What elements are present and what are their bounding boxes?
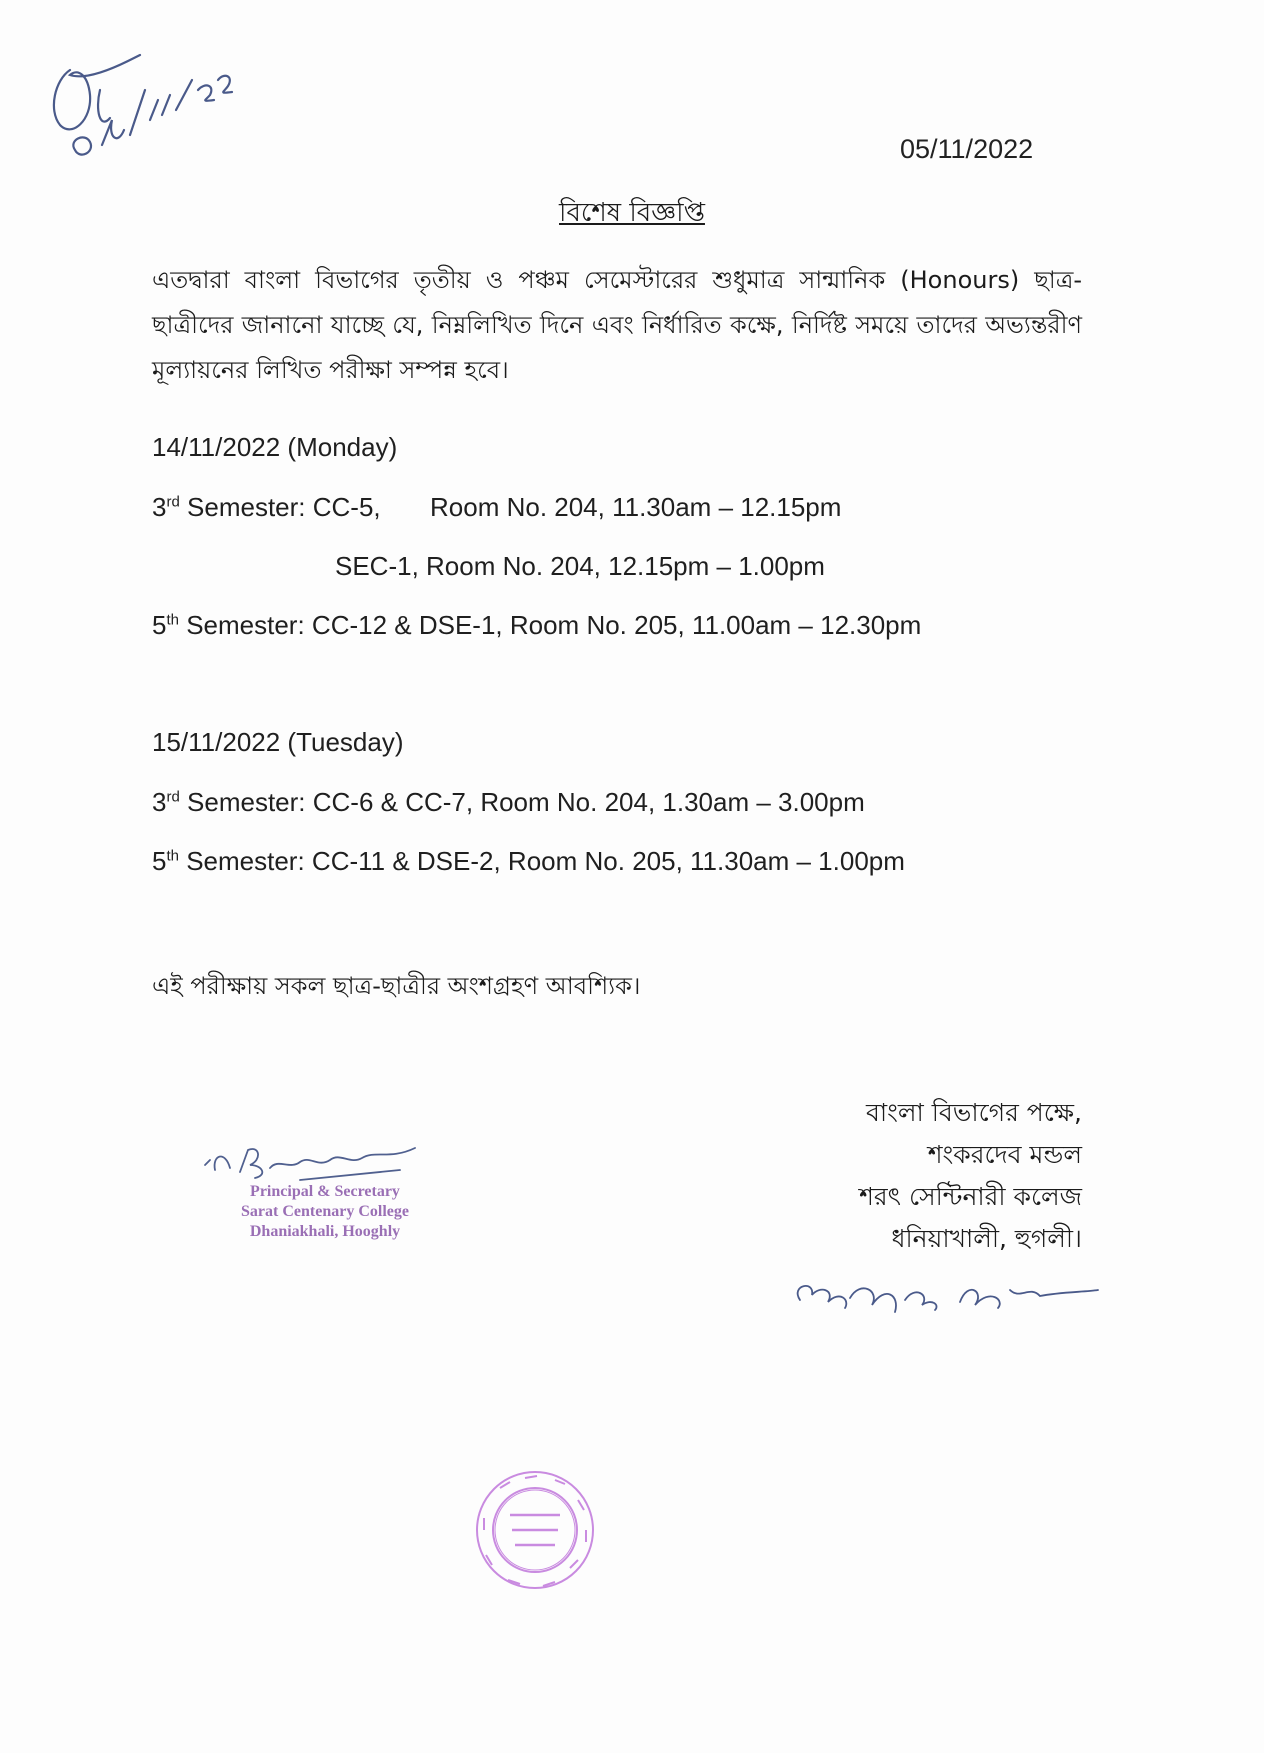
day2-row1 <box>152 787 865 818</box>
stamp-line-place: Dhaniakhali, Hooghly <box>249 1223 401 1240</box>
semester-number: 3 <box>152 492 167 522</box>
department-signature <box>798 1286 1098 1312</box>
semester-suffix: th <box>166 611 179 629</box>
semester-suffix: th <box>166 847 179 865</box>
semester-suffix: rd <box>166 493 180 511</box>
semester-course: Semester: CC-12 & DSE-1, Room No. 205, 11.00am – 12.30pm <box>178 610 922 640</box>
semester-course: Semester: CC-6 & CC-7, Room No. 204, 1.30am – 3.00pm <box>179 787 865 817</box>
day2-row2 <box>152 846 905 877</box>
handwritten-initial-date <box>54 55 232 155</box>
notice-closing: এই পরীক্ষায় সকল ছাত্র-ছাত্রীর অংশগ্রহণ আবশ্যিক। <box>152 972 641 1000</box>
day1-row2-detail: SEC-1, Room No. 204, 12.15pm – 1.00pm <box>335 551 825 581</box>
notice-date: 05/11/2022 <box>900 134 1034 164</box>
day1-row3 <box>152 610 921 641</box>
semester-course: Semester: CC-11 & DSE-2, Room No. 205, 11.30am – 1.00pm <box>178 846 905 876</box>
day1-row1-semester <box>152 492 381 523</box>
stamp-line-college: Sarat Centenary College <box>241 1203 409 1220</box>
signature-line-place: ধনিয়াখালী, হুগলী। <box>891 1224 1082 1253</box>
signature-line-college: শরৎ সেন্টিনারী কলেজ <box>859 1182 1082 1211</box>
notice-title: বিশেষ বিজ্ঞপ্তি <box>559 198 705 228</box>
signature-block <box>700 1092 1082 1260</box>
day1-date: 14/11/2022 (Monday) <box>152 432 398 462</box>
semester-number: 5 <box>152 610 167 640</box>
semester-suffix: rd <box>166 788 180 806</box>
day2-date: 15/11/2022 (Tuesday) <box>152 727 404 757</box>
notice-intro: এতদ্বারা বাংলা বিভাগের তৃতীয় ও পঞ্চম সেমেস্টারের শুধুমাত্র সান্মানিক (Honours) ছাত্র-ছাত্রীদের জানানো যাচ্ছে যে, নিম্নলিখিত দিনে এবং নির্ধারিত কক্ষে, নির্দিষ্ট সময়ে তাদের অভ্যন্তরীণ মূল্যায়নের লিখিত পরীক্ষা সম্পন্ন হবে। <box>152 266 1082 384</box>
semester-course: Semester: CC-5, <box>179 492 381 522</box>
signature-line-name: শংকরদেব মন্ডল <box>927 1140 1082 1169</box>
college-seal-icon <box>477 1472 593 1588</box>
semester-number: 5 <box>152 846 167 876</box>
principal-signature <box>205 1148 415 1180</box>
day1-row1-detail: Room No. 204, 11.30am – 12.15pm <box>430 492 842 522</box>
principal-stamp <box>205 1182 445 1242</box>
signature-line-department: বাংলা বিভাগের পক্ষে, <box>865 1098 1082 1127</box>
semester-number: 3 <box>152 787 167 817</box>
stamp-line-title: Principal & Secretary <box>250 1183 400 1200</box>
